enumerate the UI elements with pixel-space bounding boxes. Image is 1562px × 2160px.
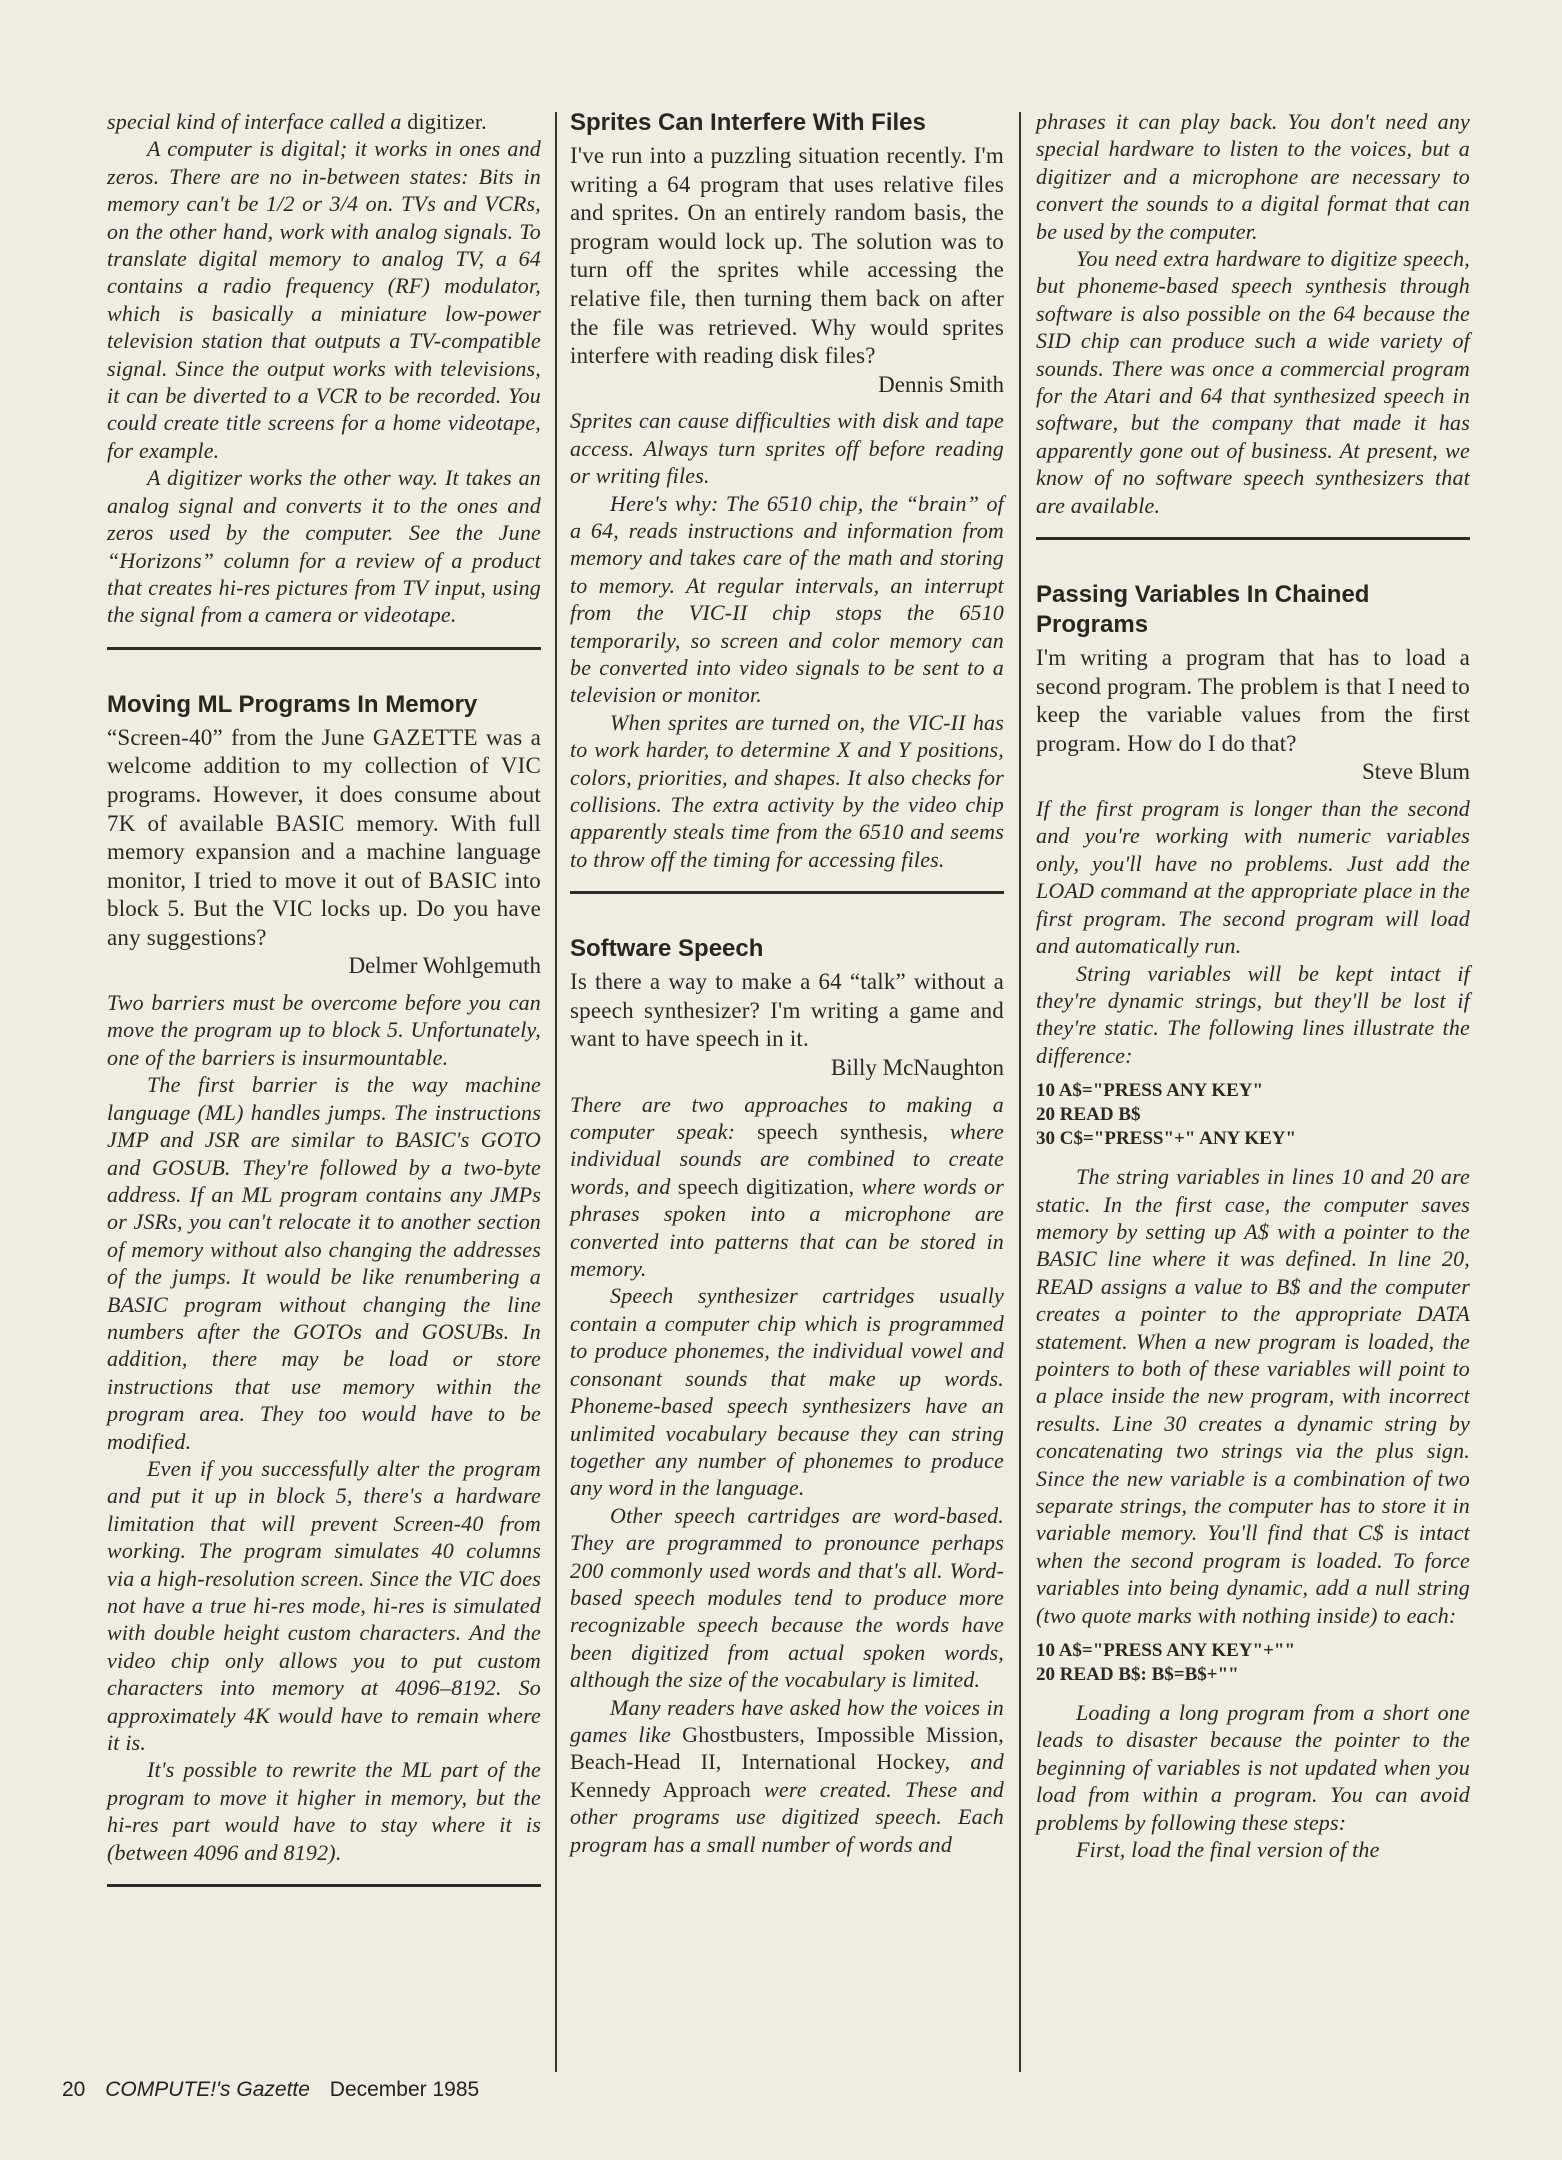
code-line: 10 A$="PRESS ANY KEY" bbox=[1036, 1080, 1264, 1102]
magazine-name: COMPUTE!'s Gazette bbox=[105, 2078, 310, 2101]
answer-paragraph bbox=[107, 1071, 541, 1455]
text-run: Loading a long program from a short one leads to disaster because the pointer to the beginning of variables is not updated when you load from within a program. You can avoid problems by following these steps: bbox=[1036, 1700, 1470, 1835]
column-divider bbox=[555, 112, 557, 2072]
text-run: The string variables in lines 10 and 20 are static. In the first case, the computer saves memory by setting up A$ with a pointer to the BASIC line where it was defined. In line 20, READ assigns a value to B$ and the computer creates a pointer to the appropriate DATA statement. When a new program is loaded, the pointers to both of these variables will point to a place inside the new program, with incorrect results. Line 30 creates a dynamic string by concatenating two strings via the plus sign. Since the new variable is a combination of two separate strings, the computer has to store it in variable memory. You'll find that C$ is intact when the second program is loaded. To force variables into being dynamic, add a null string (two quote marks with nothing inside) to each: bbox=[1036, 1164, 1470, 1628]
answer-paragraph bbox=[570, 1282, 1004, 1501]
text-run: speech synthesis, bbox=[757, 1119, 929, 1145]
text-run: Here's why: The 6510 chip, the “brain” of a 64, reads instructions and information from memory and takes care of the math and storing to memory. At regular intervals, an interrupt from the VIC-II chip stops the 6510 temporarily, so screen and color memory can be converted into video signals to be sent to a television or monitor. bbox=[570, 490, 1004, 708]
answer-paragraph bbox=[570, 407, 1004, 489]
text-run: Is there a way to make a 64 “talk” without a speech synthesizer? I'm writing a game and want to have speech in it. bbox=[570, 969, 1004, 1052]
issue-date: December 1985 bbox=[329, 2078, 480, 2101]
answer-paragraph bbox=[107, 135, 541, 464]
reader-question bbox=[570, 142, 1004, 371]
answer-paragraph bbox=[107, 1455, 541, 1756]
text-run: speech digitization, bbox=[677, 1173, 855, 1199]
section-heading: Sprites Can Interfere With Files bbox=[570, 109, 926, 136]
answer-paragraph bbox=[570, 1694, 1004, 1858]
column-2 bbox=[570, 108, 1004, 1858]
page-footer bbox=[62, 2078, 479, 2102]
reader-question bbox=[107, 724, 541, 953]
code-line: 10 A$="PRESS ANY KEY"+"" bbox=[1036, 1640, 1295, 1662]
section-rule bbox=[1036, 537, 1470, 540]
text-run: The first barrier is the way machine language (ML) handles jumps. The instructions JMP and JSR are similar to BASIC's GOTO and GOSUB. They're followed by a two-byte address. If an ML program contains any JMPs or JSRs, you can't relocate it to another section of memory without also changing the addresses of the jumps. It would be like renumbering a BASIC program without changing the line numbers after the GOTOs and GOSUBs. In addition, there may be load or store instructions that use memory within the program area. They too would have to be modified. bbox=[107, 1072, 541, 1454]
letter-signature: Steve Blum bbox=[1362, 759, 1470, 785]
code-line: 20 READ B$ bbox=[1036, 1104, 1141, 1126]
answer-paragraph bbox=[1036, 1836, 1470, 1863]
answer-paragraph bbox=[1036, 795, 1470, 959]
column-3 bbox=[1036, 108, 1470, 1863]
text-run: A computer is digital; it works in ones and zeros. There are no in-between states: Bits in memory can't be 1/2 or 3/4 on. TVs and VCRs, on the other hand, work with analog signals. To translate digital memory to analog TV, a 64 contains a radio frequency (RF) modulator, which is basically a miniature low-power television station that outputs a TV-compatible signal. Since the output works with televisions, it can be diverted to a VCR to be recorded. You could create title screens for a home videotape, for example. bbox=[107, 136, 541, 463]
text-run: I've run into a puzzling situation recently. I'm writing a 64 program that uses relative files and sprites. On an entirely random basis, the program would lock up. The solution was to turn off the sprites while accessing the relative file, then turning them back on after the file was retrieved. Why would sprites interfere with reading disk files? bbox=[570, 143, 1004, 369]
text-run: digitizer. bbox=[407, 109, 487, 134]
answer-paragraph bbox=[570, 1091, 1004, 1283]
section-rule bbox=[107, 647, 541, 650]
answer-paragraph bbox=[107, 1756, 541, 1866]
code-line: 20 READ B$: B$=B$+"" bbox=[1036, 1664, 1239, 1686]
text-run: were created. These and other programs use digitized speech. Each program has a small number of words and bbox=[570, 1776, 1004, 1857]
section-rule bbox=[570, 891, 1004, 894]
answer-paragraph bbox=[1036, 960, 1470, 1070]
text-run: phrases it can play back. You don't need any special hardware to listen to the voices, but a digitizer and a microphone are necessary to convert the sounds to a digital format that can be used by the computer. bbox=[1036, 109, 1470, 244]
section-heading: Moving ML Programs In Memory bbox=[107, 690, 478, 718]
column-divider bbox=[1019, 112, 1021, 2072]
text-run: Two barriers must be overcome before you can move the program up to block 5. Unfortunately, one of the barriers is insurmountable. bbox=[107, 990, 541, 1070]
answer-paragraph bbox=[107, 989, 541, 1071]
answer-paragraph bbox=[107, 108, 541, 135]
text-run: I'm writing a program that has to load a second program. The problem is that I need to keep the variable values from the first program. How do I do that? bbox=[1036, 645, 1470, 756]
text-run: special kind of interface called a bbox=[107, 109, 408, 134]
text-run: Many readers have asked how the voices in games like bbox=[570, 1694, 1004, 1747]
text-run: Ghostbusters, Impossible Mission, Beach-Head II, International Hockey, bbox=[570, 1721, 1004, 1775]
letter-signature: Billy McNaughton bbox=[830, 1055, 1004, 1081]
code-listing bbox=[1036, 1639, 1470, 1687]
reader-question bbox=[1036, 644, 1470, 758]
page-number: 20 bbox=[62, 2078, 86, 2101]
text-run: If the first program is longer than the second and you're working with numeric variables only, you'll have no problems. Just add the LOAD command at the appropriate place in the first program. The second program will load and automatically run. bbox=[1036, 796, 1470, 959]
text-run: Speech synthesizer cartridges usually contain a computer chip which is programmed to produce phonemes, the individual vowel and consonant sounds that make up words. Phoneme-based speech synthesizers have an unlimited vocabulary because they can string together any number of phonemes to produce any word in the language. bbox=[570, 1283, 1004, 1501]
text-run: First, load the final version of the bbox=[1076, 1837, 1380, 1863]
answer-paragraph bbox=[1036, 245, 1470, 519]
text-run: String variables will be kept intact if they're dynamic strings, but they'll be lost if they're static. The following lines illustrate the difference: bbox=[1036, 960, 1470, 1068]
text-run: and bbox=[950, 1749, 1004, 1775]
text-run: There are two approaches to making a computer speak: bbox=[570, 1091, 1004, 1145]
letter-signature: Dennis Smith bbox=[878, 371, 1004, 397]
answer-paragraph bbox=[570, 709, 1004, 873]
code-listing bbox=[1036, 1079, 1470, 1151]
answer-paragraph bbox=[1036, 108, 1470, 245]
answer-paragraph bbox=[107, 464, 541, 628]
text-run: You need extra hardware to digitize speech, but phoneme-based speech synthesis through software is also possible on the 64 because the SID chip can produce such a wide variety of sounds. There was once a commercial program for the Atari and 64 that synthesized speech in software, but the company that made it has apparently gone out of business. At present, we know of no software speech synthesizers that are available. bbox=[1036, 246, 1470, 518]
text-run: Sprites can cause difficulties with disk and tape access. Always turn sprites off before reading or writing files. bbox=[570, 408, 1004, 489]
text-run: “Screen-40” from the June GAZETTE was a welcome addition to my collection of VIC programs. However, it does consume about 7K of available BASIC memory. With full memory expansion and a machine language monitor, I tried to move it out of BASIC into block 5. But the VIC locks up. Do you have any suggestions? bbox=[107, 724, 541, 950]
column-1 bbox=[107, 108, 541, 1927]
section-heading: Software Speech bbox=[570, 935, 764, 963]
text-run: where words or phrases spoken into a microphone are converted into patterns that can be stored in memory. bbox=[570, 1173, 1004, 1282]
answer-paragraph bbox=[1036, 1163, 1470, 1629]
answer-paragraph bbox=[570, 1502, 1004, 1694]
section-heading: Passing Variables In Chained Programs bbox=[1036, 581, 1370, 639]
text-run: When sprites are turned on, the VIC-II has to work harder, to determine X and Y positions, colors, priorities, and shapes. It also checks for collisions. The extra activity by the video chip apparently steals time from the 6510 and seems to throw off the timing for accessing files. bbox=[570, 709, 1004, 872]
text-run: Kennedy Approach bbox=[570, 1776, 751, 1802]
answer-paragraph bbox=[570, 490, 1004, 709]
reader-question bbox=[570, 968, 1004, 1054]
text-run: Other speech cartridges are word-based. They are programmed to pronounce perhaps 200 commonly used words and that's all. Word-based speech modules tend to produce more recognizable speech because the words have been digitized from actual spoken words, although the size of the vocabulary is limited. bbox=[570, 1502, 1004, 1693]
text-run: where individual sounds are combined to create words, and bbox=[570, 1119, 1004, 1199]
text-run: It's possible to rewrite the ML part of the program to move it higher in memory, but the hi-res part would have to stay where it is (between 4096 and 8192). bbox=[107, 1757, 541, 1865]
section-rule bbox=[107, 1884, 541, 1887]
text-run: A digitizer works the other way. It takes an analog signal and converts it to the ones and zeros used by the computer. See the June “Horizons” column for a review of a product that creates hi-res pictures from TV input, using the signal from a camera or videotape. bbox=[107, 465, 541, 628]
answer-paragraph bbox=[1036, 1699, 1470, 1836]
letter-signature: Delmer Wohlgemuth bbox=[348, 953, 541, 979]
code-line: 30 C$="PRESS"+" ANY KEY" bbox=[1036, 1128, 1297, 1150]
text-run: Even if you successfully alter the program and put it up in block 5, there's a hardware limitation that will prevent Screen-40 from working. The program simulates 40 columns via a high-resolution screen. Since the VIC does not have a true hi-res mode, hi-res is simulated with double height custom characters. And the video chip only allows you to put custom characters into memory at 4096–8192. So approximately 4K would have to remain where it is. bbox=[107, 1455, 541, 1756]
